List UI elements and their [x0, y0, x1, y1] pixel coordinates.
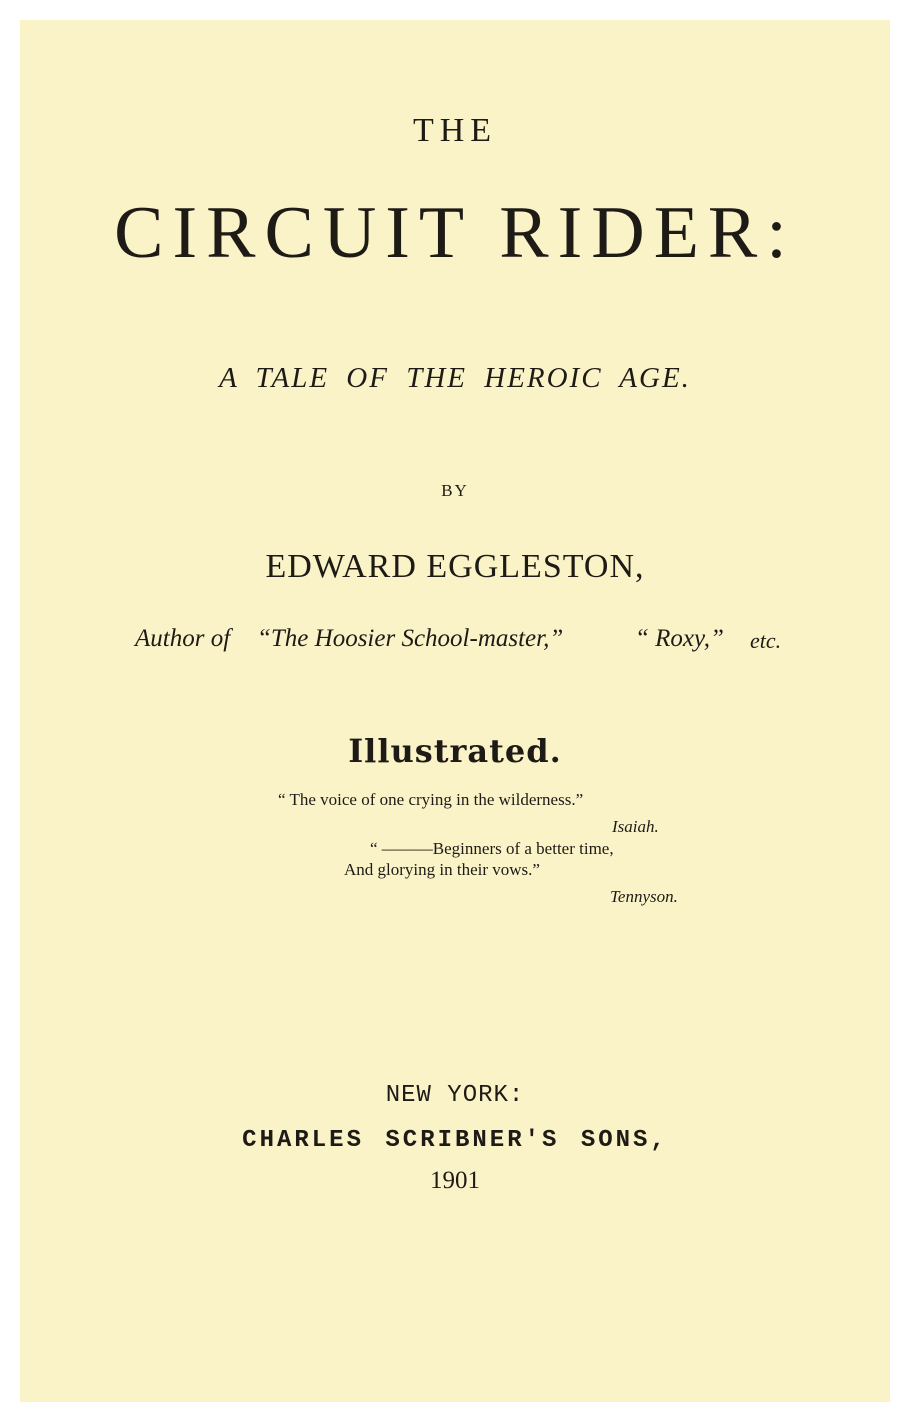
- illustrated-label: Illustrated.: [348, 732, 562, 770]
- credits-prefix: Author of: [135, 625, 231, 652]
- credits-suffix: etc.: [750, 628, 782, 653]
- book-title: CIRCUIT RIDER:: [114, 192, 796, 274]
- credits-work-hoosier: “The Hoosier School-master,”: [257, 625, 564, 652]
- credits-work-roxy: “ Roxy,”: [635, 625, 724, 652]
- imprint-publisher: CHARLES SCRIBNER'S SONS,: [242, 1127, 668, 1154]
- book-subtitle: A TALE OF THE HEROIC AGE.: [219, 362, 691, 394]
- epigraph-quote-tennyson-line1: “ ———Beginners of a better time,: [370, 839, 614, 858]
- epigraph-quote-isaiah: “ The voice of one crying in the wilderness.”: [278, 790, 584, 809]
- imprint-year: 1901: [430, 1167, 480, 1194]
- epigraph-quote-tennyson-line2: And glorying in their vows.”: [344, 860, 540, 879]
- author-name: EDWARD EGGLESTON,: [265, 548, 645, 585]
- epigraph-source-isaiah: Isaiah.: [612, 817, 659, 836]
- imprint-place: NEW YORK:: [385, 1082, 525, 1109]
- epigraph-source-tennyson: Tennyson.: [610, 887, 678, 906]
- by-line: BY: [441, 481, 469, 500]
- title-prefix: THE: [412, 112, 498, 149]
- title-page: [20, 20, 890, 1402]
